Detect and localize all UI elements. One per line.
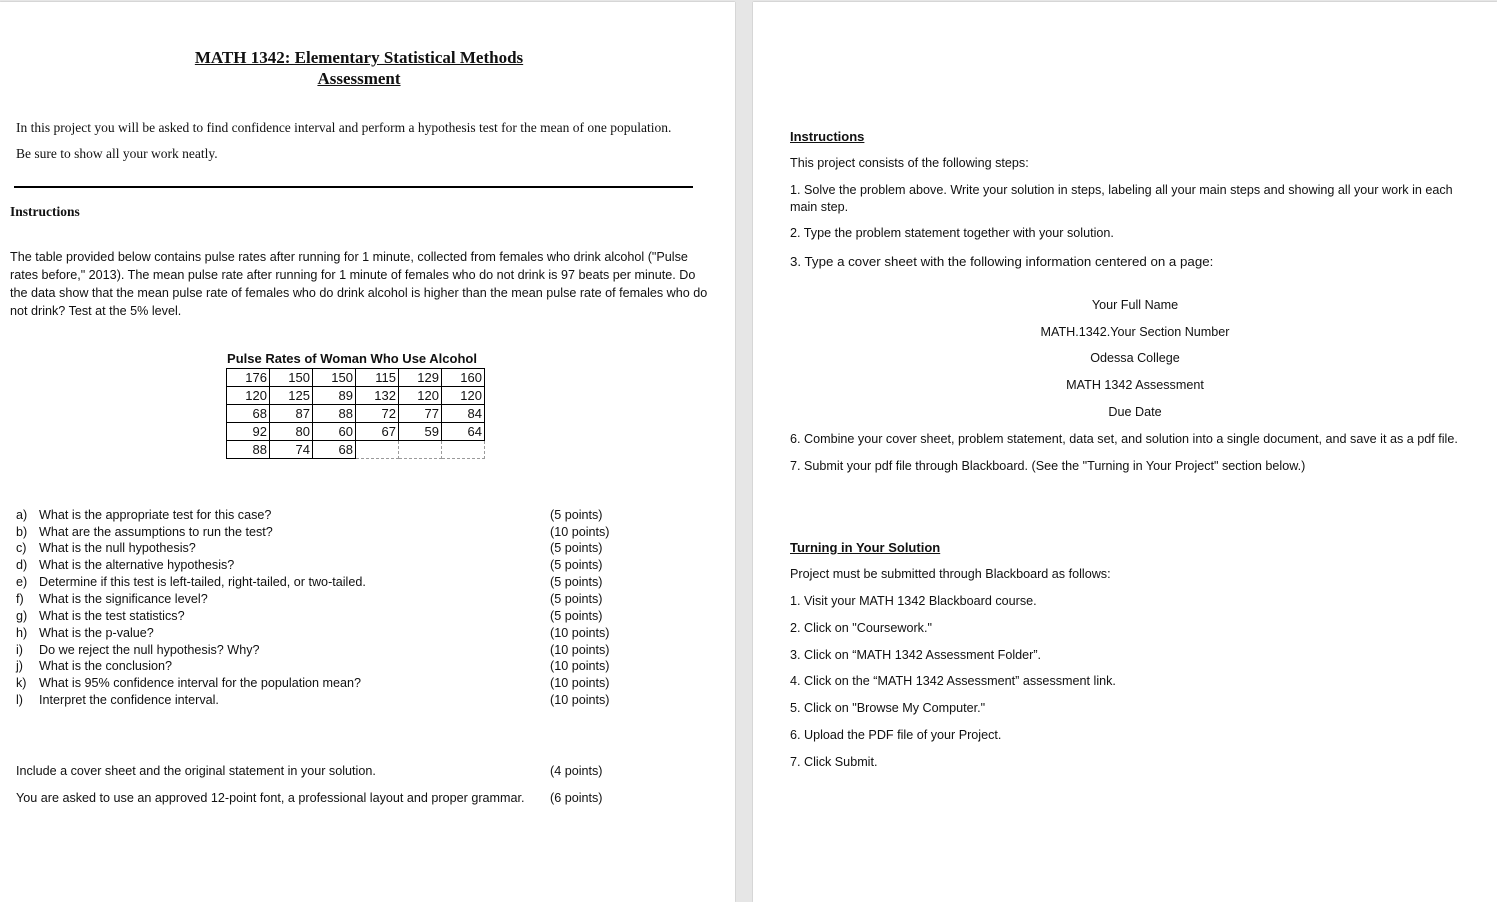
step-2: 2. Type the problem statement together with your solution. [790,226,1114,240]
turning-step: 2. Click on "Coursework." [790,621,932,635]
table-cell: 87 [270,405,313,423]
step-6: 6. Combine your cover sheet, problem statement, data set, and solution into a single document, and save it as a pdf file. [790,432,1458,446]
question-points: (10 points) [550,676,610,690]
question-letter: a) [16,508,28,522]
intro-note: Be sure to show all your work neatly. [16,146,218,161]
step-1: 1. Solve the problem above. Write your solution in steps, labeling all your main steps and showing all your work in each main step. [790,183,1453,214]
question-letter: i) [16,643,23,657]
table-cell: 120 [399,387,442,405]
step-7: 7. Submit your pdf file through Blackboard. (See the "Turning in Your Project" section below.) [790,459,1306,473]
turning-step: 7. Click Submit. [790,755,878,769]
question-points: (10 points) [550,626,610,640]
table-cell: 125 [270,387,313,405]
intro-text: In this project you will be asked to find confidence interval and perform a hypothesis test for the mean of one population. [16,120,672,135]
horizontal-rule [14,186,693,188]
table-cell: 74 [270,441,313,459]
question-letter: h) [16,626,28,640]
table-row [227,387,485,405]
document-title: MATH 1342: Elementary Statistical Methods [194,48,524,67]
footer-requirement: Include a cover sheet and the original statement in your solution. [16,764,376,778]
question-letter: j) [16,659,23,673]
footer-requirement: You are asked to use an approved 12-point font, a professional layout and proper grammar. [16,791,525,805]
question-points: (5 points) [550,592,603,606]
table-cell: 84 [442,405,485,423]
question-points: (5 points) [550,541,603,555]
table-cell: 120 [227,387,270,405]
footer-points: (4 points) [550,764,603,778]
question-points: (10 points) [550,525,610,539]
table-cell: 59 [399,423,442,441]
table-cell: 150 [313,369,356,387]
question-text: What is 95% confidence interval for the population mean? [39,676,362,690]
question-points: (10 points) [550,643,610,657]
instructions-heading: Instructions [790,129,865,144]
question-letter: c) [16,541,27,555]
footer-points: (6 points) [550,791,603,805]
table-row [227,441,485,459]
question-letter: k) [16,676,27,690]
question-points: (10 points) [550,659,610,673]
cover-item-due-date: Due Date [1108,405,1162,419]
question-points: (10 points) [550,693,610,707]
turning-step: 4. Click on the “MATH 1342 Assessment” assessment link. [790,674,1116,688]
table-cell: 92 [227,423,270,441]
table-cell: 115 [356,369,399,387]
document-subtitle: Assessment [317,69,401,88]
question-letter: b) [16,525,28,539]
table-cell: 88 [227,441,270,459]
question-text: Determine if this test is left-tailed, right-tailed, or two-tailed. [39,575,366,589]
steps-intro: This project consists of the following steps: [790,156,1029,170]
table-cell: 160 [442,369,485,387]
table-row [227,369,485,387]
table-cell: 67 [356,423,399,441]
table-cell: 120 [442,387,485,405]
cover-item-name: Your Full Name [1091,298,1179,312]
table-cell: 68 [313,441,356,459]
question-text: What is the p-value? [39,626,154,640]
question-text: What are the assumptions to run the test? [39,525,273,539]
turning-step: 6. Upload the PDF file of your Project. [790,728,1002,742]
table-cell: 64 [442,423,485,441]
turning-in-heading: Turning in Your Solution [790,540,941,555]
table-cell: 77 [399,405,442,423]
table-cell: 80 [270,423,313,441]
question-letter: g) [16,609,28,623]
question-text: What is the null hypothesis? [39,541,196,555]
question-text: What is the significance level? [39,592,208,606]
question-points: (5 points) [550,558,603,572]
table-cell-empty [399,441,442,459]
question-letter: e) [16,575,28,589]
cover-item-assessment: MATH 1342 Assessment [1066,378,1204,392]
question-text: What is the alternative hypothesis? [39,558,235,572]
table-cell: 132 [356,387,399,405]
question-text: Do we reject the null hypothesis? Why? [39,643,260,657]
table-cell-empty [356,441,399,459]
turning-step: 1. Visit your MATH 1342 Blackboard course. [790,594,1037,608]
question-text: What is the conclusion? [39,659,173,673]
table-cell: 88 [313,405,356,423]
question-text: Interpret the confidence interval. [39,693,219,707]
table-cell-empty [442,441,485,459]
question-points: (5 points) [550,575,603,589]
table-cell: 176 [227,369,270,387]
turning-in-intro: Project must be submitted through Blackboard as follows: [790,567,1111,581]
table-cell: 68 [227,405,270,423]
table-row [227,423,485,441]
step-3: 3. Type a cover sheet with the following information centered on a page: [790,254,1214,269]
question-points: (5 points) [550,609,603,623]
question-letter: d) [16,558,28,572]
document-page-left [0,2,735,902]
question-text: What is the appropriate test for this case? [39,508,272,522]
table-cell: 129 [399,369,442,387]
table-cell: 150 [270,369,313,387]
question-letter: l) [16,693,23,707]
turning-step: 5. Click on "Browse My Computer." [790,701,986,715]
cover-item-college: Odessa College [1090,351,1180,365]
problem-statement: The table provided below contains pulse rates after running for 1 minute, collected from females who drink alcohol ("Pulse rates before," 2013). The mean pulse rate after running for 1 minute of females who do not drink is 97 beats per minute. Do the data show that the mean pulse rate of females who do drink alcohol is higher than the mean pulse rate of females who do not drink? Test at the 5% level. [10,250,708,319]
pulse-rates-table [226,368,485,459]
turning-step: 3. Click on “MATH 1342 Assessment Folder”. [790,648,1042,662]
table-row [227,405,485,423]
document-page-right [753,2,1497,902]
question-text: What is the test statistics? [39,609,185,623]
table-cell: 89 [313,387,356,405]
question-letter: f) [16,592,24,606]
instructions-heading: Instructions [10,204,80,219]
table-cell: 60 [313,423,356,441]
table-caption: Pulse Rates of Woman Who Use Alcohol [227,351,477,366]
cover-item-section: MATH.1342.Your Section Number [1040,325,1230,339]
table-cell: 72 [356,405,399,423]
question-points: (5 points) [550,508,603,522]
